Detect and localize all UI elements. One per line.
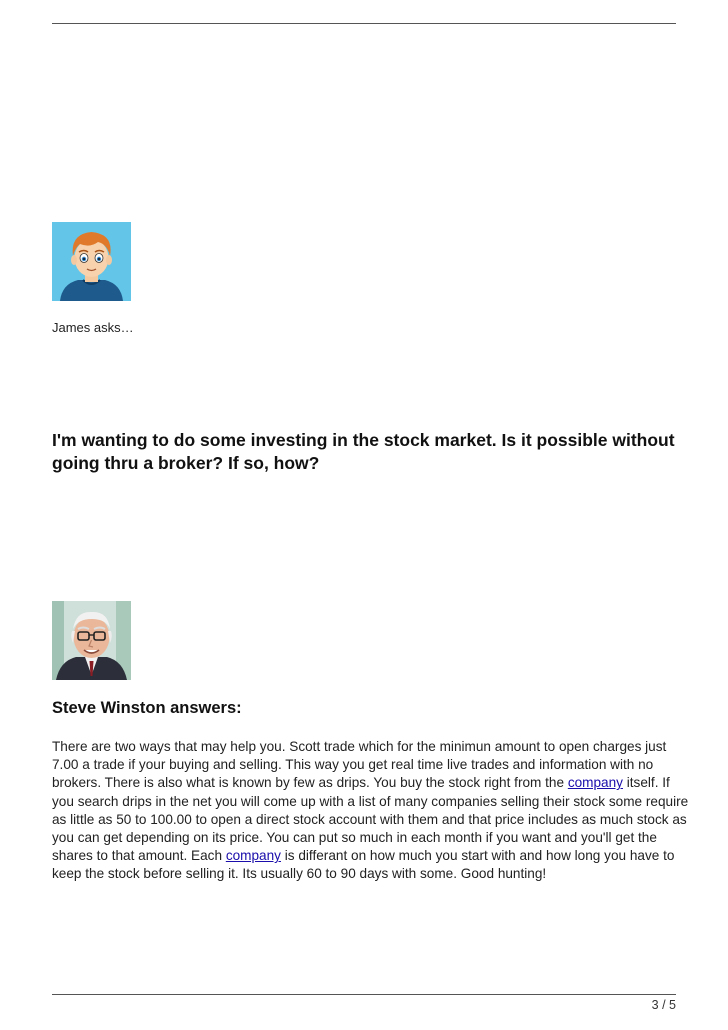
company-link-1[interactable]: company [567,775,623,791]
answer-text-part-2: itself. If you search drips in the net you will come up with a list of many companies selling their stock some require as little as 50 to 100.00 to open a direct stock account with them and that price includes as much stock as you can get depending on its price. You can put so much in each month if you want and you'll get the shares to that amount. Each [52,775,689,864]
answer-text-part-3: is differant on how much you start with and how long you have to keep the stock before selling it. Its usually 60 to 90 days with some. Good hunting! [52,848,675,882]
asker-label: James asks… [52,320,134,335]
question-heading: I'm wanting to do some investing in the stock market. Is it possible without going thru a broker? If so, how? [52,430,675,473]
asker-avatar-icon [52,222,131,301]
footer-rule [52,994,676,995]
header-rule [52,23,676,24]
company-link-2[interactable]: company [225,848,281,864]
answer-body [52,738,692,884]
answer-text-part-1: There are two ways that may help you. Scott trade which for the minimun amount to open charges just 7.00 a trade if your buying and selling. This way you get real time live trades and information with no brokers. There is also what is known by few as drips. You buy the stock right from the [52,739,667,791]
answerer-heading: Steve Winston answers: [52,699,242,717]
answerer-avatar-icon [52,601,131,680]
page-number: 3 / 5 [651,998,676,1012]
